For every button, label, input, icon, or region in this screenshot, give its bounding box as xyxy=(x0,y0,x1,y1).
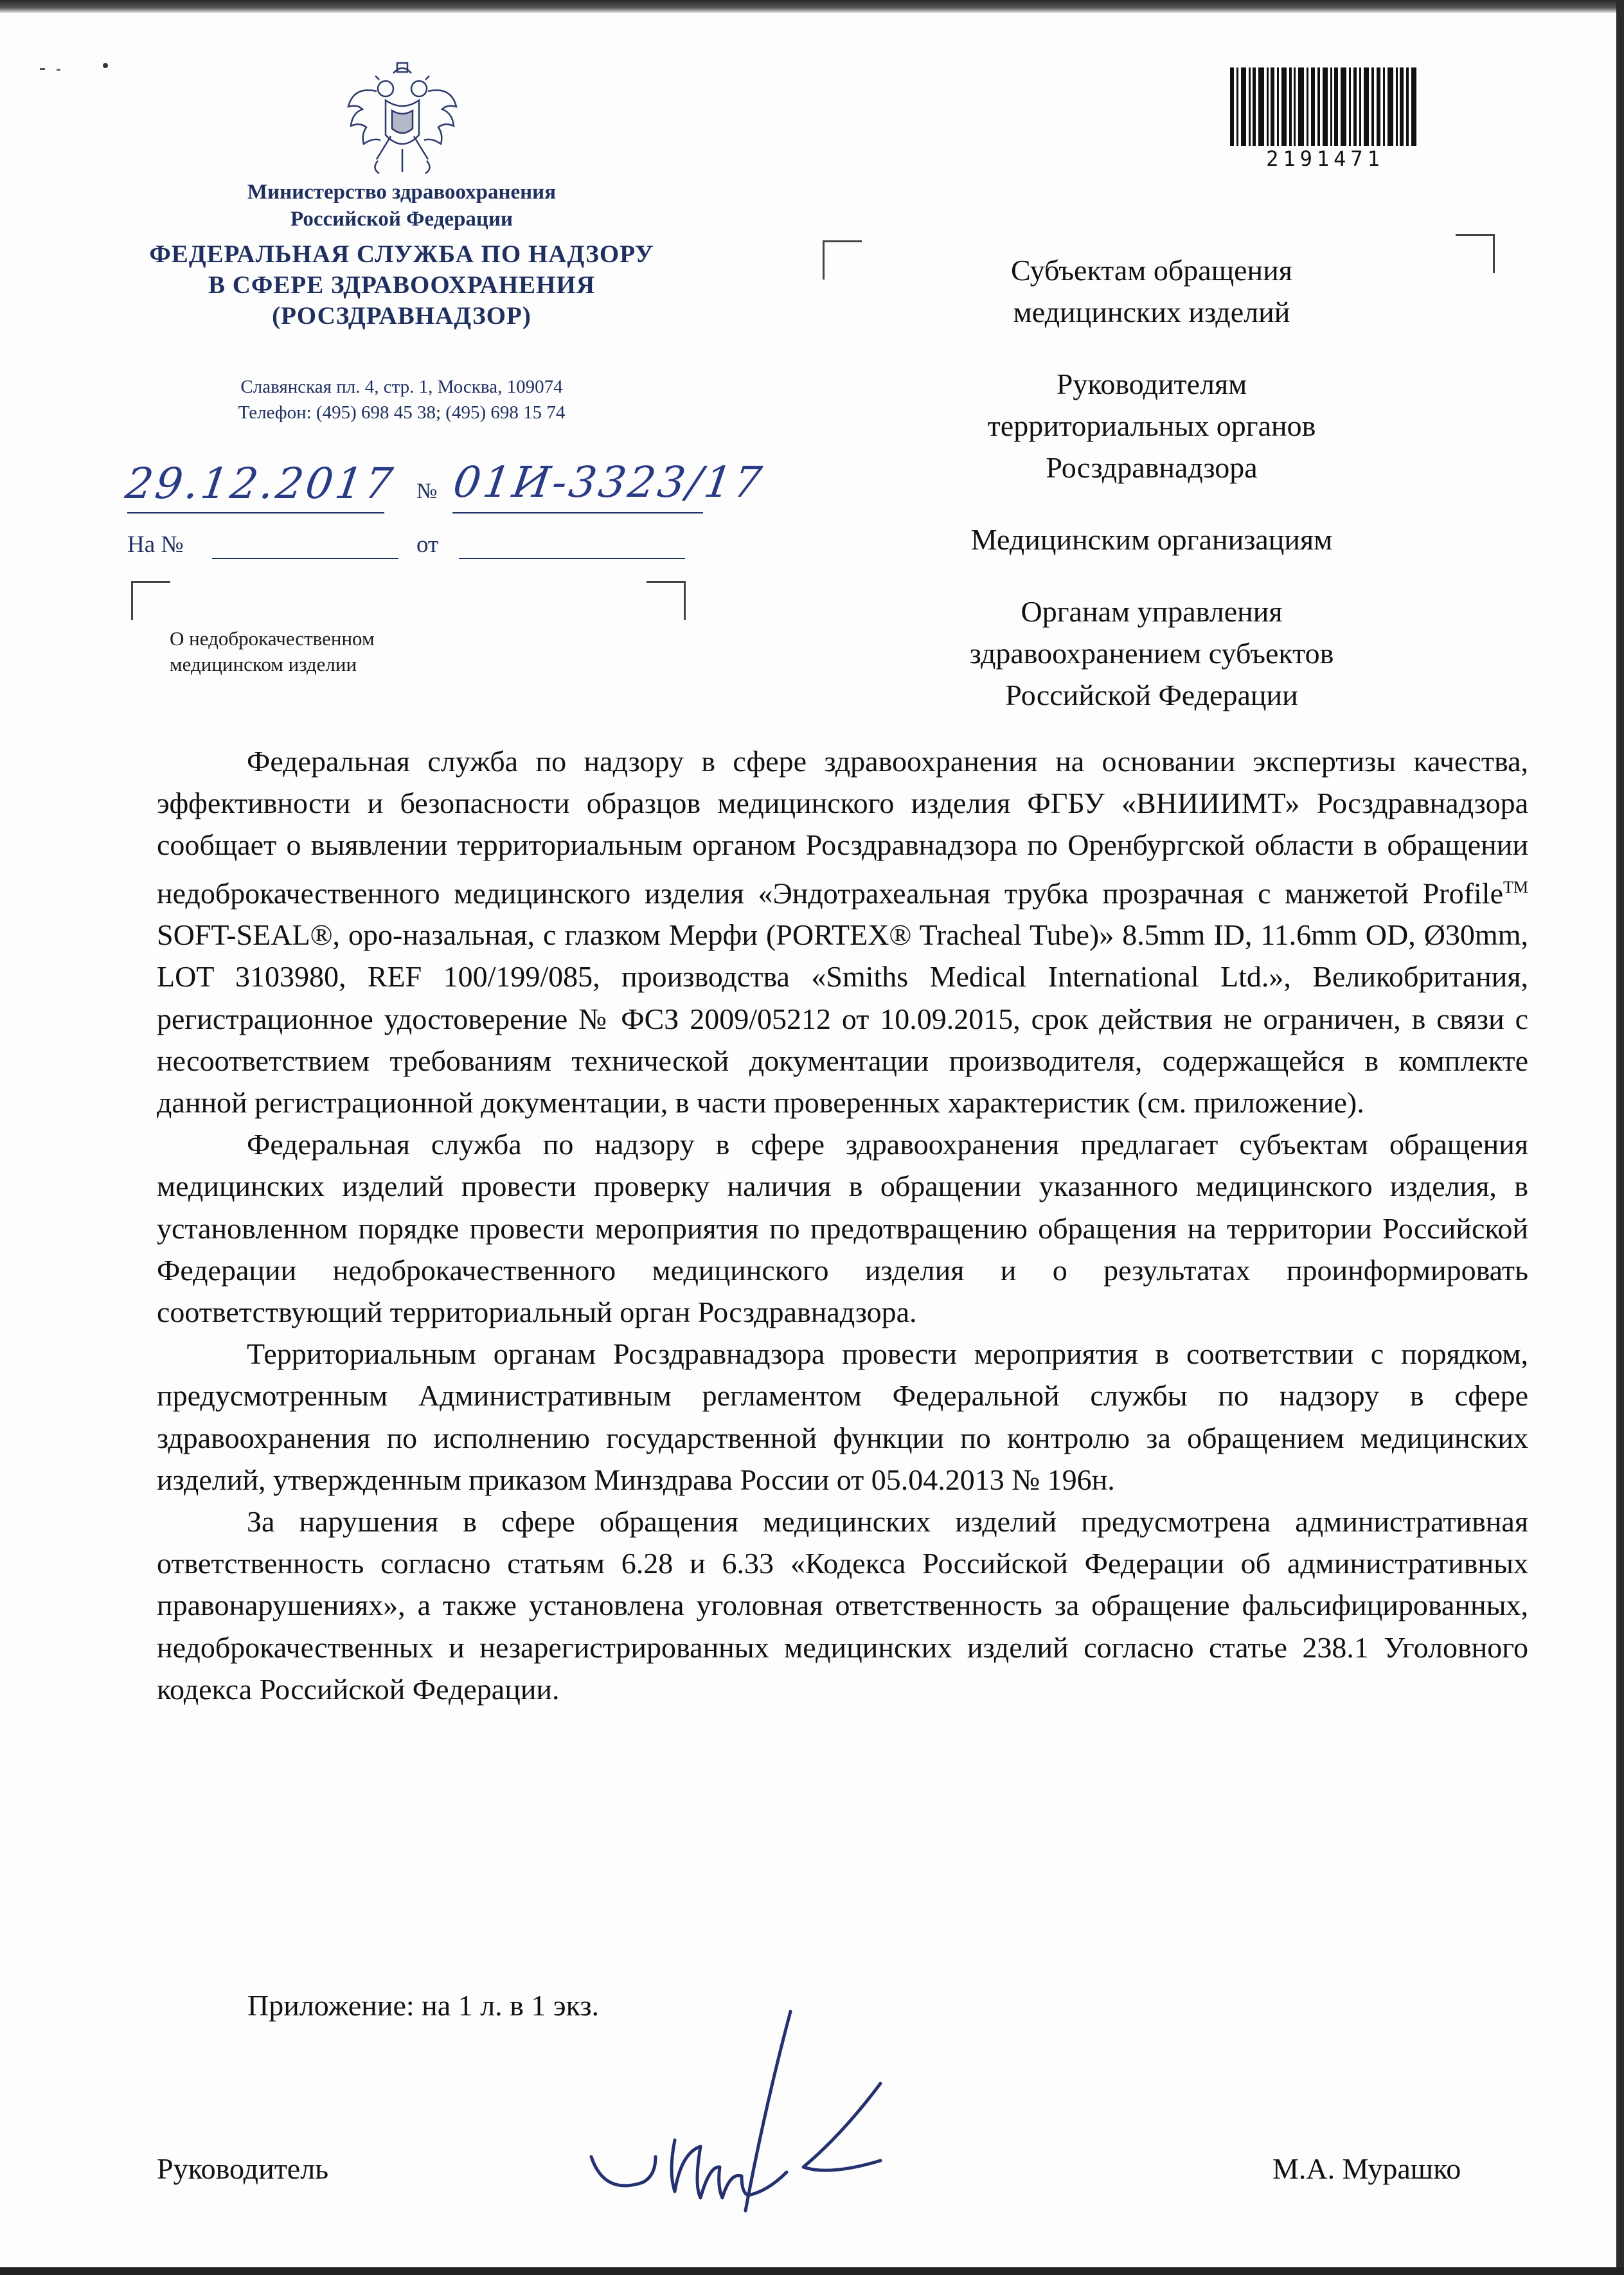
service-address xyxy=(129,374,675,425)
registration-date: 29.12.2017 xyxy=(122,459,398,508)
ministry-line: Российской Федерации xyxy=(290,208,513,231)
service-name xyxy=(109,239,694,332)
recipient-line: Медицинским организациям xyxy=(970,523,1333,556)
recipients-block xyxy=(882,249,1422,746)
scan-edge-bottom xyxy=(0,2267,1624,2275)
address-corner-mark xyxy=(823,240,862,280)
barcode-number: 2191471 xyxy=(1266,147,1384,171)
phone-line: Телефон: (495) 698 45 38; (495) 698 15 74 xyxy=(238,402,566,423)
reference-number-label: На № xyxy=(127,531,184,558)
barcode-icon xyxy=(1229,67,1422,151)
recipient xyxy=(882,591,1422,716)
signer-name: М.А. Мурашко xyxy=(1272,2152,1461,2185)
ministry-line: Министерство здравоохранения xyxy=(247,181,557,204)
letter-body xyxy=(157,740,1528,1710)
subject-corner-mark xyxy=(647,581,686,620)
reference-date-label: от xyxy=(416,531,439,558)
address-line: Славянская пл. 4, стр. 1, Москва, 109074 xyxy=(240,377,563,397)
subject-line: О недоброкачественном xyxy=(170,627,375,650)
body-text: SOFT-SEAL®, оро-назальная, с глазком Мерфи (PORTEX® Tracheal Tube)» 8.5mm ID, 11.6mm OD, Ø30mm, LOT 3103980, REF 100/199/085, производства «Smiths Medical International Ltd.», Великобритания, регистрационное удостоверение № ФСЗ 2009/05212 от 10.09.2015, срок действия не ограничен, в связи с несоответствием требованиям технической документации производителя, содержащейся в комплекте данной регистрационной документации, в части проверенных характеристик (см. приложение). xyxy=(157,918,1528,1119)
recipient-line: здравоохранением субъектов xyxy=(969,637,1334,670)
subject-line: медицинском изделии xyxy=(170,653,357,675)
service-line: ФЕДЕРАЛЬНАЯ СЛУЖБА ПО НАДЗОРУ xyxy=(149,240,654,268)
recipient-line: медицинских изделий xyxy=(1013,296,1290,328)
annex-note: Приложение: на 1 л. в 1 экз. xyxy=(247,1989,600,2022)
reference-date-line xyxy=(459,558,685,559)
service-line: В СФЕРЕ ЗДРАВООХРАНЕНИЯ xyxy=(208,271,596,299)
recipient-line: Руководителям xyxy=(1056,368,1247,400)
ministry-name xyxy=(129,179,675,233)
scan-edge-top xyxy=(0,0,1624,13)
trademark-mark: TM xyxy=(1503,877,1528,897)
recipient-line: Российской Федерации xyxy=(1005,679,1298,711)
signer-position: Руководитель xyxy=(157,2152,329,2185)
recipient xyxy=(882,519,1422,560)
body-text: Федеральная служба по надзору в сфере здравоохранения на основании экспертизы качества, эффективности и безопасности образцов медицинского изделия ФГБУ «ВНИИИМТ» Росздравнадзора сообщает о выявлении территориальным органом Росздравнадзора по Оренбургской области в обращении недоброкачественного медицинского изделия «Эндотрахеальная трубка прозрачная с манжетой Profile xyxy=(157,745,1528,909)
reference-row xyxy=(127,531,184,558)
recipient xyxy=(882,363,1422,488)
registration-number: 01И-3323/17 xyxy=(450,458,767,507)
subject-corner-mark xyxy=(131,581,170,620)
scan-speck xyxy=(40,63,136,76)
body-paragraph: Федеральная служба по надзору в сфере здравоохранения предлагает субъектам обращения медицинских изделий провести проверку наличия в обращении указанного медицинского изделия, в установленном порядке провести мероприятия по предотвращению обращения на территории Российской Федерации недоброкачественного медицинского изделия и о результатах проинформировать соответствующий территориальный орган Росздравнадзора. xyxy=(157,1128,1528,1328)
recipient-line: территориальных органов xyxy=(987,409,1316,442)
date-underline xyxy=(127,512,384,513)
number-sign: № xyxy=(416,479,438,503)
recipient xyxy=(882,249,1422,333)
recipient-line: Субъектам обращения xyxy=(1011,254,1292,287)
recipient-line: Органам управления xyxy=(1021,595,1283,628)
letter-subject xyxy=(170,626,504,677)
body-paragraph: Территориальным органам Росздравнадзора провести мероприятия в соответствии с порядком, предусмотренным Административным регламентом Федеральной службы по надзору в сфере здравоохранения по исполнению государственной функции по контролю за обращением медицинских изделий, утвержденным приказом Минздрава России от 05.04.2013 № 196н. xyxy=(157,1337,1528,1496)
coat-of-arms-icon xyxy=(346,59,459,180)
handwritten-signature-icon xyxy=(578,2005,964,2224)
body-paragraph xyxy=(157,740,1528,1123)
recipient-line: Росздравнадзора xyxy=(1046,451,1258,484)
service-line: (РОСЗДРАВНАДЗОР) xyxy=(272,302,531,330)
scan-edge-right xyxy=(1616,0,1624,2275)
address-corner-mark xyxy=(1456,234,1495,273)
body-paragraph: За нарушения в сфере обращения медицинских изделий предусмотрена административная ответственность согласно статьям 6.28 и 6.33 «Кодекса Российской Федерации об административных правонарушениях», а также установлена уголовная ответственность за обращение фальсифицированных, недоброкачественных и незарегистрированных медицинских изделий согласно статье 238.1 Уголовного кодекса Российской Федерации. xyxy=(157,1504,1528,1706)
reference-date-row xyxy=(416,531,438,558)
reference-number-line xyxy=(212,558,398,559)
number-underline xyxy=(452,512,703,513)
